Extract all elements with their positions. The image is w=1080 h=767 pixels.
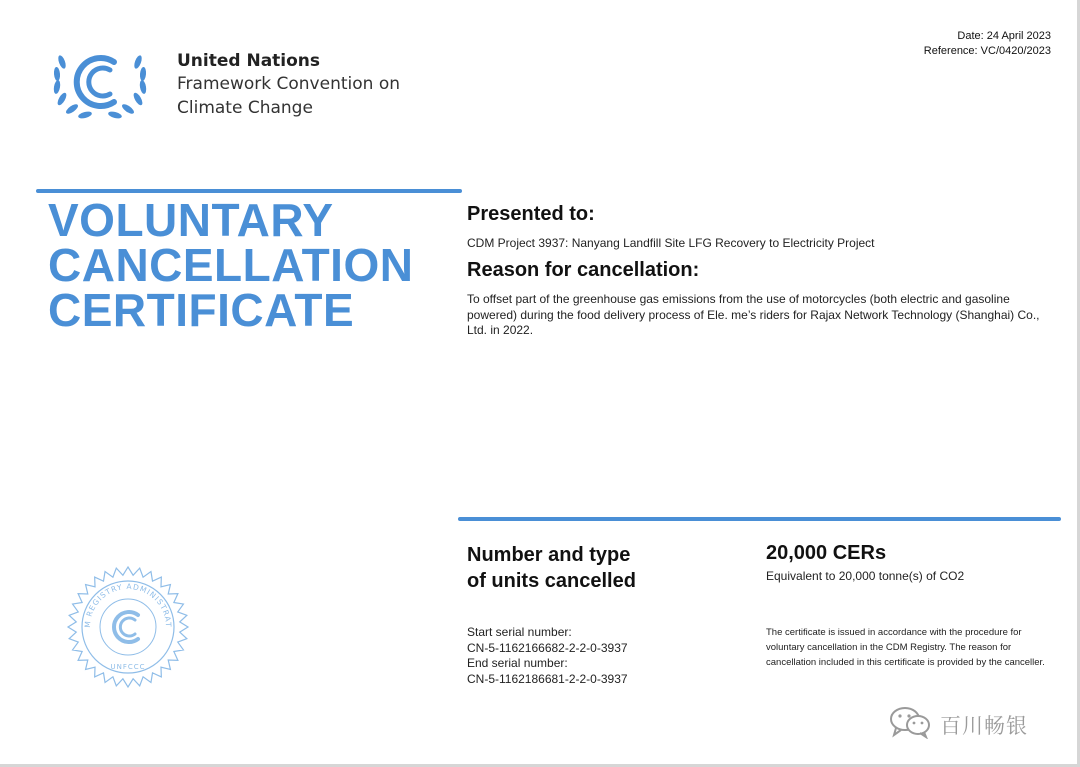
org-line-2: Framework Convention on [177, 74, 400, 94]
reason-heading: Reason for cancellation: [467, 259, 700, 281]
units-heading-line-2: of units cancelled [467, 570, 636, 592]
cdm-registry-seal-icon [66, 565, 190, 689]
start-serial-label: Start serial number: [467, 625, 572, 639]
certificate-date: Date: 24 April 2023 [957, 30, 1051, 42]
title-divider [36, 189, 462, 193]
watermark [888, 705, 1028, 744]
title-line-2: CANCELLATION [48, 239, 414, 291]
seal-ring-text: M REGISTRY ADMINISTRAT [82, 581, 174, 629]
title-line-3: CERTIFICATE [48, 284, 355, 336]
reason-text: To offset part of the greenhouse gas emissions from the use of motorcycles (both electric and gasoline powered) during the food delivery process of Ele. me’s riders for Rajax Network Technology (Shanghai) Co., Ltd. in 2022. [467, 292, 1040, 337]
certificate-meta [924, 29, 1051, 59]
seal-bottom-text: UNFCCC [110, 663, 146, 671]
unfccc-logo-icon [48, 44, 152, 124]
organization-name [177, 50, 400, 120]
org-line-3: Climate Change [177, 98, 313, 118]
serial-numbers [467, 625, 628, 687]
org-line-1: United Nations [177, 51, 321, 71]
presented-heading: Presented to: [467, 203, 595, 225]
title-line-1: VOLUNTARY [48, 194, 334, 246]
certificate-reference: Reference: VC/0420/2023 [923, 45, 1051, 57]
units-heading-line-1: Number and type [467, 544, 631, 566]
units-divider [458, 517, 1061, 521]
start-serial-value: CN-5-1162166682-2-2-0-3937 [467, 640, 628, 655]
presented-text: CDM Project 3937: Nanyang Landfill Site LFG Recovery to Electricity Project [467, 236, 875, 250]
units-amount: 20,000 CERs [766, 542, 887, 564]
watermark-text: 百川畅银 [940, 713, 1028, 738]
issuance-note: The certificate is issued in accordance with the procedure for voluntary cancellation in the CDM Registry. The reason for cancellation included in this certificate is provided by the canceller. [766, 627, 1045, 668]
end-serial-label: End serial number: [467, 656, 568, 670]
wechat-icon [888, 705, 932, 744]
end-serial-value: CN-5-1162186681-2-2-0-3937 [467, 671, 628, 686]
units-equivalent: Equivalent to 20,000 tonne(s) of CO2 [766, 569, 965, 583]
units-heading [467, 542, 727, 594]
certificate-title [48, 194, 414, 336]
svg-text:CDM REGISTRY ADMINISTRATOR [66, 565, 173, 628]
